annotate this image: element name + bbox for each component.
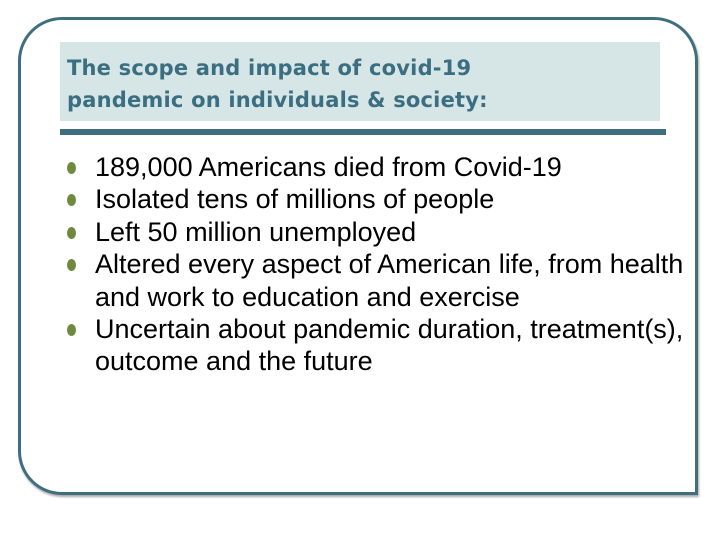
title-line-1: The scope and impact of covid-19 — [67, 56, 472, 80]
bullet-text: Isolated tens of millions of people — [95, 184, 495, 215]
bullet-list — [66, 151, 696, 378]
bullet-item — [66, 151, 696, 183]
bullet-marker-icon — [67, 227, 76, 239]
title-box — [60, 42, 660, 121]
bullet-text: Altered every aspect of American life, from health and work to education and exercise — [95, 249, 684, 312]
bullet-marker-icon — [67, 162, 76, 174]
bullet-item — [66, 248, 696, 313]
bullet-item — [66, 183, 696, 215]
title-line-2: pandemic on individuals & society: — [67, 88, 488, 112]
bullet-marker-icon — [67, 259, 76, 271]
bullet-text: Left 50 million unemployed — [95, 216, 417, 247]
bullet-item — [66, 216, 696, 248]
bullet-text: 189,000 Americans died from Covid-19 — [95, 152, 562, 182]
bullet-marker-icon — [67, 324, 76, 336]
slide-title — [67, 52, 652, 116]
title-underline — [60, 129, 666, 135]
bullet-marker-icon — [67, 194, 76, 206]
bullet-item — [66, 313, 696, 378]
bullet-text: Uncertain about pandemic duration, treatment(s), outcome and the future — [95, 314, 684, 377]
